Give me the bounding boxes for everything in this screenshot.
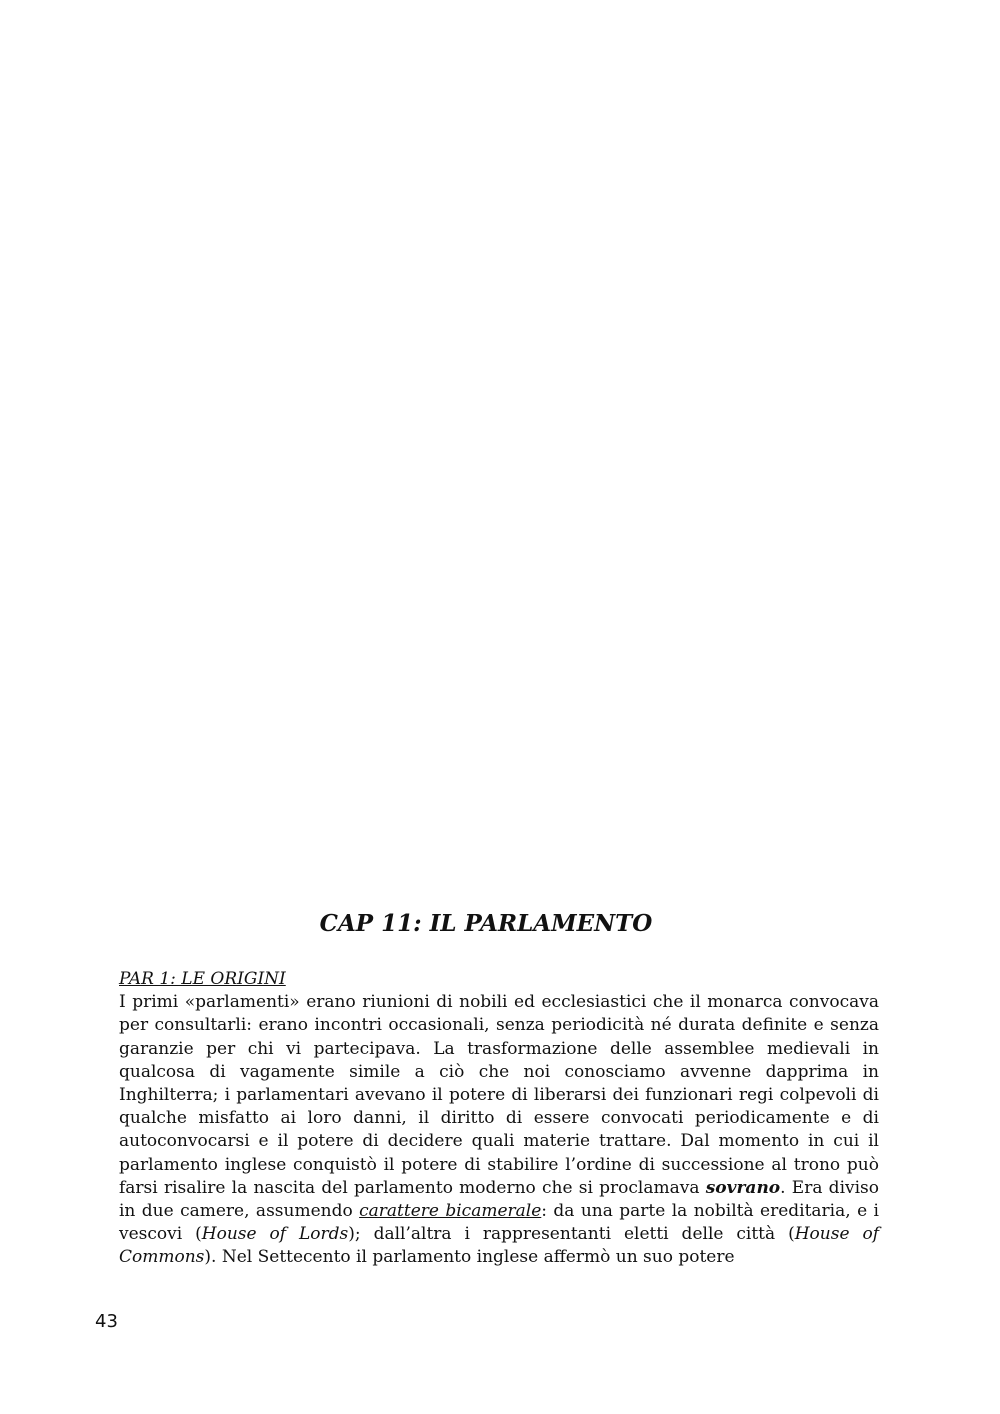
page-number: 43 [95, 1311, 118, 1332]
paragraph-text-4: ); dall’altra i rappresentanti eletti delle città ( [348, 1224, 795, 1245]
paragraph-text-3: : da una parte la nobiltà ereditaria, e i vescovi ( [119, 1201, 879, 1245]
paragraph-text-5: ). Nel Settecento il parlamento inglese affermò un suo potere [204, 1247, 735, 1268]
paragraph-text-2: . Era diviso in due camere, assumendo [119, 1177, 880, 1222]
term-house-of-lords: House of Lords [201, 1224, 349, 1245]
section-par-1 [119, 968, 879, 1270]
section-heading: PAR 1: LE ORIGINI [119, 969, 286, 989]
underlined-term-bicamerale: carattere bicamerale [359, 1201, 542, 1222]
chapter-title: CAP 11: IL PARLAMENTO [319, 910, 653, 937]
term-house-of-commons: House of Commons [119, 1224, 880, 1268]
body-paragraph [119, 991, 879, 1269]
paragraph-text-1: I primi «parlamenti» erano riunioni di nobili ed ecclesiastici che il monarca convocava per consultarli: erano incontri occasionali, senza periodicità né durata definite e senza garanzie per chi vi partecipava. La trasformazione delle assemblee medievali in qualcosa di vagamente simile a ciò che noi conosciamo avvenne dapprima in Inghilterra; i parlamentari avevano il potere di liberarsi dei funzionari regi colpevoli di qualche misfatto ai loro danni, il diritto di essere convocati periodicamente e di autoconvocarsi e il potere di decidere quali materie trattare. Dal momento in cui il parlamento inglese conquistò il potere di stabilire l’ordine di successione al trono può farsi risalire la nascita del parlamento moderno che si proclamava [119, 992, 879, 1198]
bold-term-sovrano: sovrano [705, 1177, 781, 1198]
